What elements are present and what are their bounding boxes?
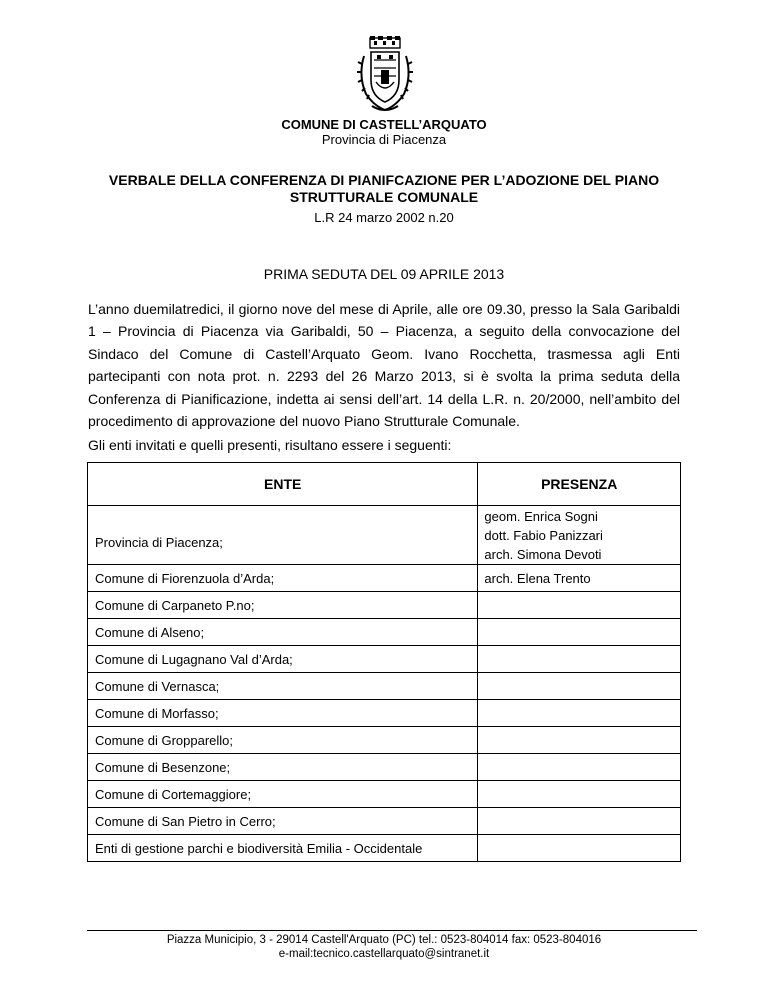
presenza-cell xyxy=(478,646,681,673)
presenza-cell xyxy=(478,506,681,565)
law-reference: L.R 24 marzo 2002 n.20 xyxy=(314,210,454,225)
document-title-line-1: VERBALE DELLA CONFERENZA DI PIANIFCAZIONE PER L’ADOZIONE DEL PIANO xyxy=(108,172,660,188)
ente-cell: Comune di Morfasso; xyxy=(88,700,478,727)
municipality-name: COMUNE DI CASTELL’ARQUATO xyxy=(281,117,487,132)
presenza-cell xyxy=(478,592,681,619)
table-row xyxy=(88,700,681,727)
attendee-name: dott. Fabio Panizzari xyxy=(484,527,603,543)
ente-cell: Enti di gestione parchi e biodiversità Emilia - Occidentale xyxy=(88,835,478,862)
document-title xyxy=(0,172,768,206)
presenza-cell xyxy=(478,619,681,646)
footer-email: e-mail:tecnico.castellarquato@sintranet.it xyxy=(278,948,490,960)
table-row xyxy=(88,646,681,673)
attendees-intro: Gli enti invitati e quelli presenti, risultano essere i seguenti: xyxy=(88,437,452,453)
municipal-crest-icon xyxy=(356,36,414,114)
presenza-cell xyxy=(478,565,681,592)
presenza-cell xyxy=(478,835,681,862)
presenza-cell xyxy=(478,754,681,781)
presenza-cell xyxy=(478,673,681,700)
minutes-paragraph: L’anno duemilatredici, il giorno nove del mese di Aprile, alle ore 09.30, presso la Sala Garibaldi 1 – Provincia di Piacenza via Garibaldi, 50 – Piacenza, a seguito della convocazione del Sindaco del Comune di Castell’Arquato Geom. Ivano Rocchetta, trasmessa agli Enti partecipanti con nota prot. n. 2293 del 26 Marzo 2013, si è svolta la prima seduta della Conferenza di Pianificazione, indetta ai sensi dell’art. 14 della L.R. n. 20/2000, nell’ambito del procedimento di approvazione del nuovo Piano Strutturale Comunale. xyxy=(88,301,680,430)
table-row xyxy=(88,673,681,700)
table-row xyxy=(88,619,681,646)
presenza-cell xyxy=(478,781,681,808)
footer-divider xyxy=(87,930,697,931)
province-name: Provincia di Piacenza xyxy=(321,132,447,147)
presenza-cell xyxy=(478,727,681,754)
ente-cell: Comune di Alseno; xyxy=(88,619,478,646)
ente-cell: Comune di Cortemaggiore; xyxy=(88,781,478,808)
table-row xyxy=(88,781,681,808)
table-header-row xyxy=(88,463,681,506)
ente-cell: Comune di Besenzone; xyxy=(88,754,478,781)
session-heading: PRIMA SEDUTA DEL 09 APRILE 2013 xyxy=(263,266,505,282)
ente-cell: Comune di Lugagnano Val d’Arda; xyxy=(88,646,478,673)
ente-cell: Provincia di Piacenza; xyxy=(88,506,478,565)
ente-cell: Comune di Carpaneto P.no; xyxy=(88,592,478,619)
table-row xyxy=(88,565,681,592)
table-row xyxy=(88,835,681,862)
presenza-cell xyxy=(478,700,681,727)
table-row xyxy=(88,727,681,754)
table-row xyxy=(88,754,681,781)
presenza-cell xyxy=(478,808,681,835)
column-header-presenza: PRESENZA xyxy=(478,463,681,506)
attendee-name: geom. Enrica Sogni xyxy=(484,508,598,524)
ente-cell: Comune di Vernasca; xyxy=(88,673,478,700)
document-title-line-2: STRUTTURALE COMUNALE xyxy=(289,189,479,205)
attendee-name: arch. Simona Devoti xyxy=(484,546,602,562)
column-header-ente: ENTE xyxy=(88,463,478,506)
table-row xyxy=(88,808,681,835)
ente-cell: Comune di Fiorenzuola d’Arda; xyxy=(88,565,478,592)
table-row xyxy=(88,592,681,619)
attendee-name: arch. Elena Trento xyxy=(484,570,591,586)
attendance-table xyxy=(87,462,681,862)
ente-cell: Comune di Gropparello; xyxy=(88,727,478,754)
footer-address: Piazza Municipio, 3 - 29014 Castell'Arquato (PC) tel.: 0523-804014 fax: 0523-804016 xyxy=(166,934,602,946)
table-row xyxy=(88,506,681,565)
ente-cell: Comune di San Pietro in Cerro; xyxy=(88,808,478,835)
